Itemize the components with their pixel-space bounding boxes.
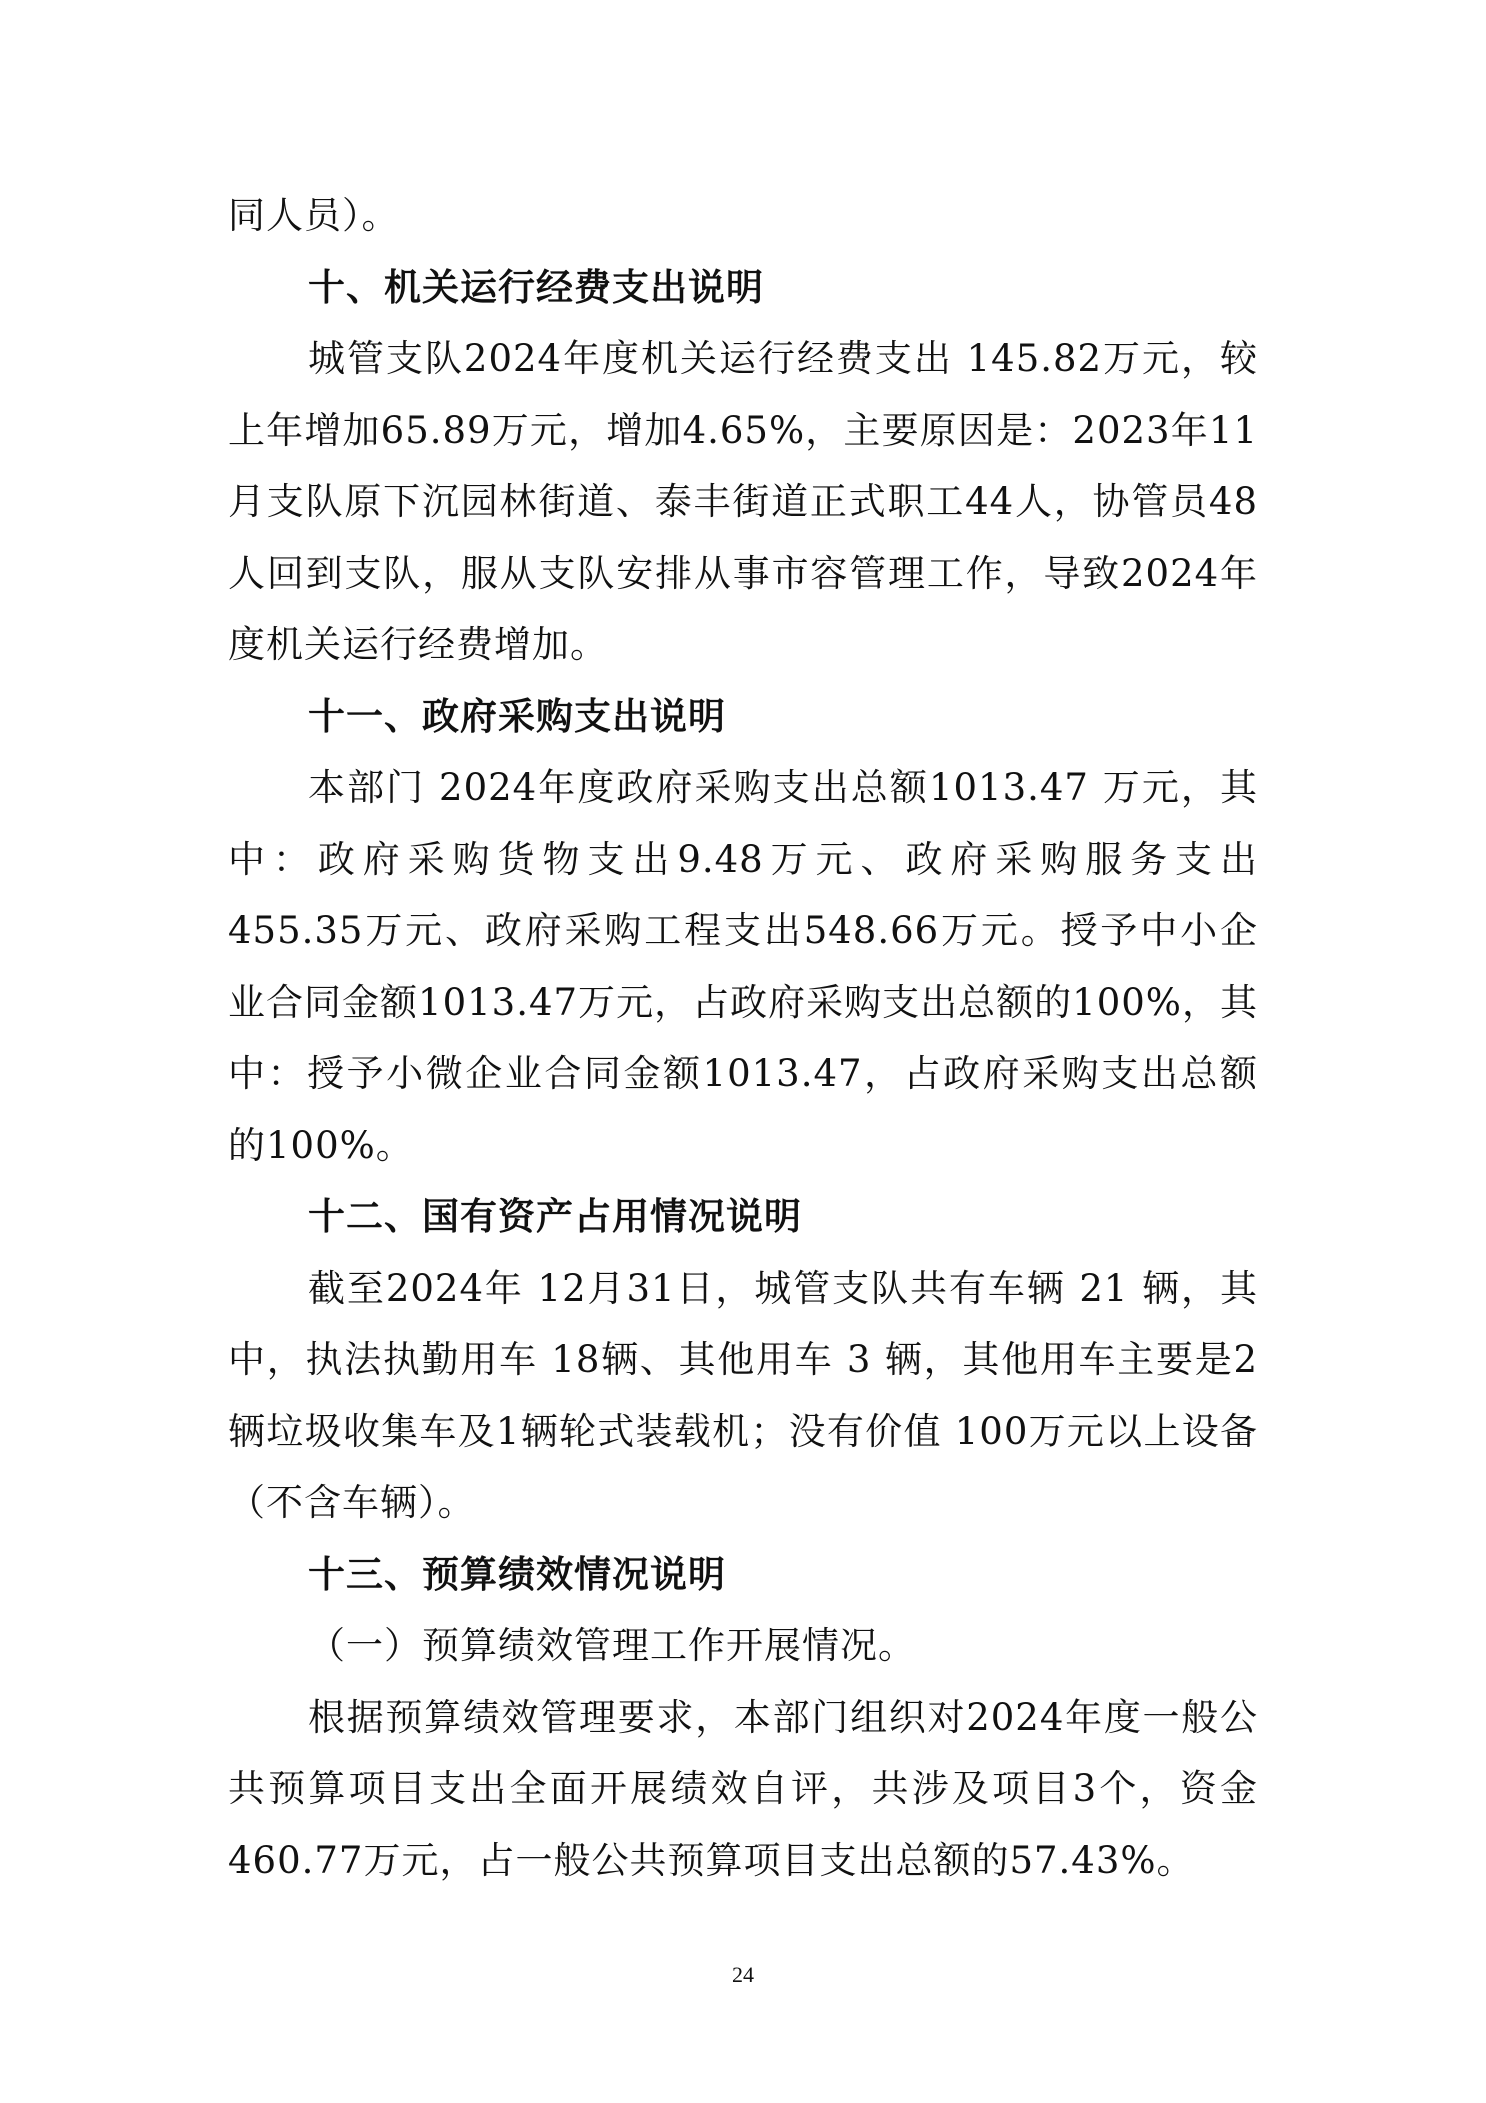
document-body xyxy=(228,180,1258,1896)
paragraph-performance-evaluation: 根据预算绩效管理要求，本部门组织对2024年度一般公共预算项目支出全面开展绩效自评，共涉及项目3个，资金460.77万元，占一般公共预算项目支出总额的57.43%。 xyxy=(228,1695,1258,1882)
section-heading-10: 十、机关运行经费支出说明 xyxy=(308,265,764,309)
paragraph-continuation: 同人员）。 xyxy=(228,194,400,237)
paragraph-state-assets: 截至2024年 12月31日，城管支队共有车辆 21 辆，其中，执法执勤用车 18辆、其他用车 3 辆，其他用车主要是2辆垃圾收集车及1辆轮式装载机；没有价值 100万元以上设备（不含车辆）。 xyxy=(228,1266,1258,1524)
page-number: 24 xyxy=(732,1962,754,1987)
section-heading-12: 十二、国有资产占用情况说明 xyxy=(308,1195,802,1238)
subsection-heading-13-1: （一）预算绩效管理工作开展情况。 xyxy=(308,1624,916,1667)
section-heading-11: 十一、政府采购支出说明 xyxy=(308,694,726,738)
section-heading-13: 十三、预算绩效情况说明 xyxy=(308,1552,726,1596)
paragraph-government-procurement: 本部门 2024年度政府采购支出总额1013.47 万元，其中：政府采购货物支出9.48万元、政府采购服务支出 455.35万元、政府采购工程支出548.66万元。授予中小企业合同金额1013.47万元，占政府采购支出总额的100%，其中：授予小微企业合同金额1013.47，占政府采购支出总额的100%。 xyxy=(228,766,1258,1167)
paragraph-operating-expenses: 城管支队2024年度机关运行经费支出 145.82万元，较上年增加65.89万元，增加4.65%，主要原因是：2023年11月支队原下沉园林街道、泰丰街道正式职工44人，协管员48人回到支队，服从支队安排从事市容管理工作，导致2024年度机关运行经费增加。 xyxy=(228,337,1258,666)
